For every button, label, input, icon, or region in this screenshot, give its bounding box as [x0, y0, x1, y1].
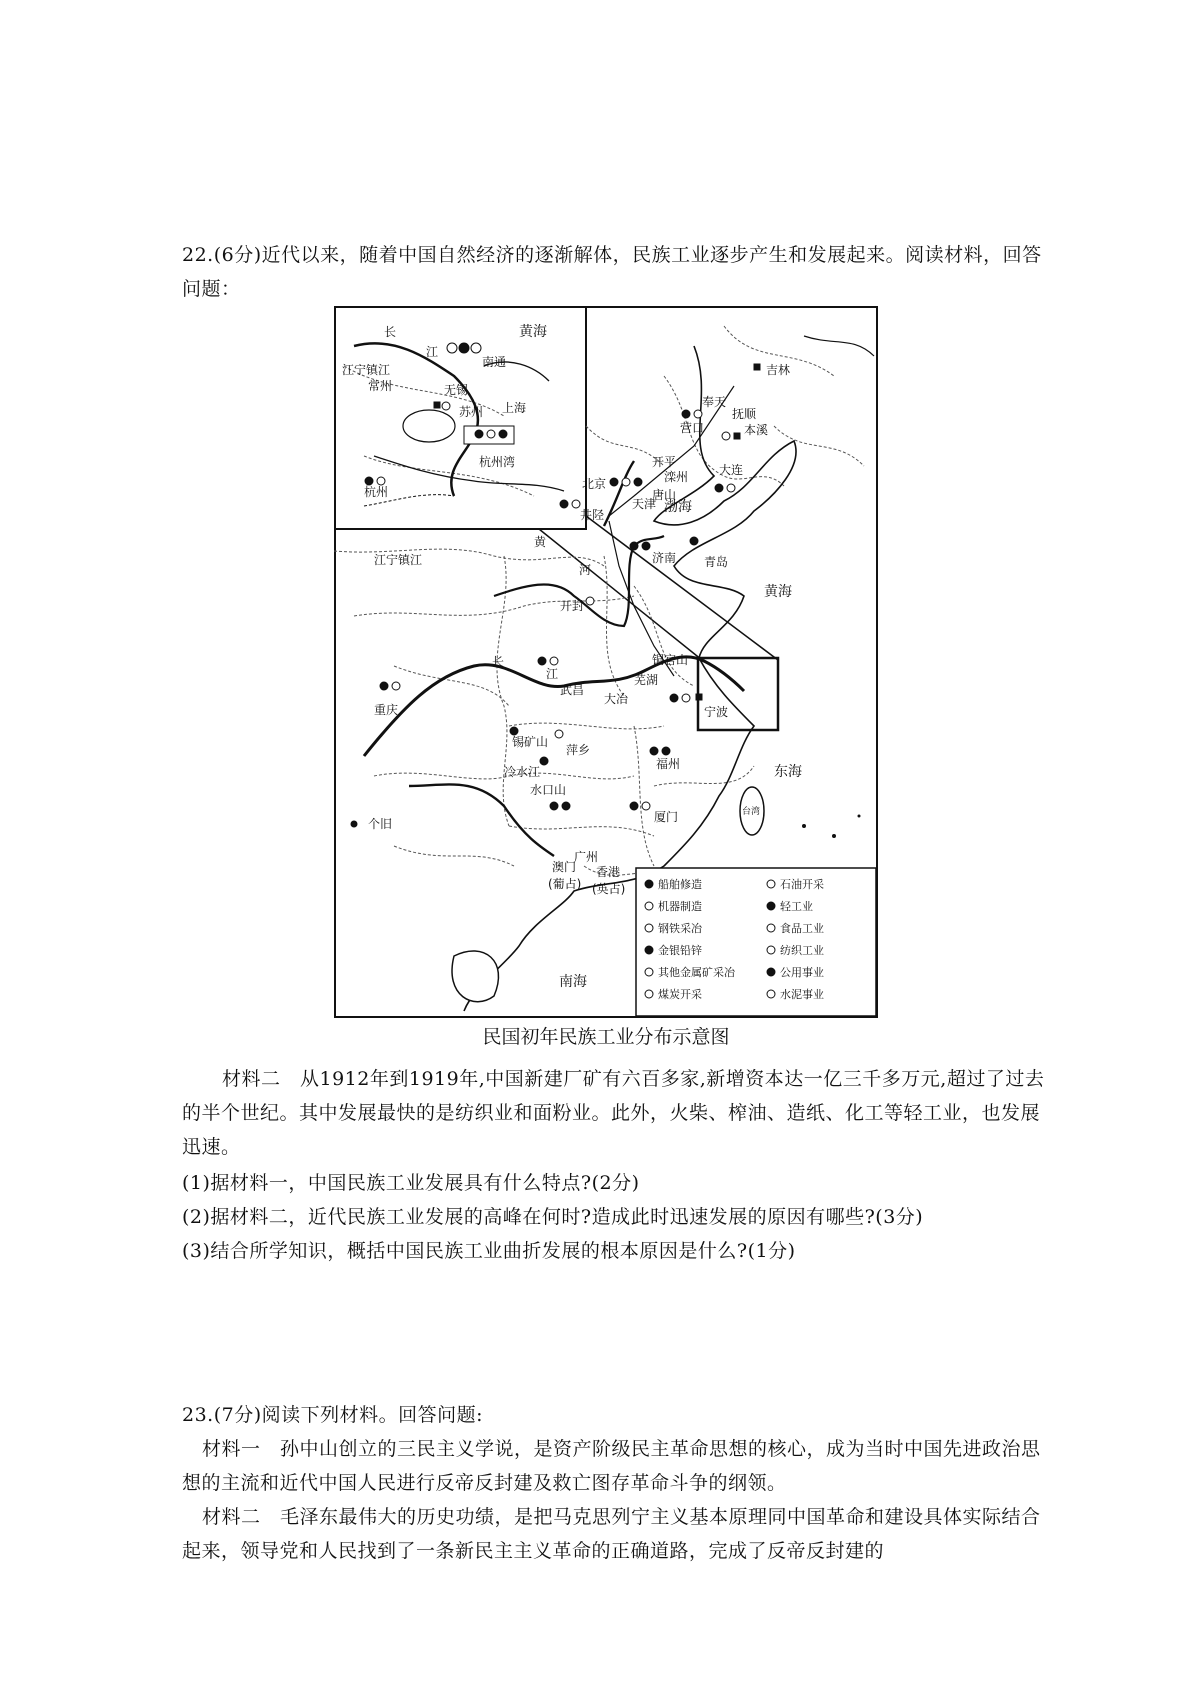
place-label: 天津	[632, 497, 657, 511]
cement-icon	[767, 990, 775, 998]
place-label: (葡占)	[548, 877, 582, 891]
place-label: (英占)	[592, 882, 626, 896]
other-metal-icon	[645, 968, 653, 976]
q23-material-1: 材料一 孙中山创立的三民主义学说，是资产阶级民主革命思想的核心，成为当时中国先进政治思想的主流和近代中国人民进行反帝反封建及救亡图存革命斗争的纲领。	[182, 1438, 1041, 1494]
legend-label: 机器制造	[658, 900, 702, 913]
place-label: 福州	[656, 757, 681, 771]
place-label: 河	[579, 563, 592, 577]
place-label: 宁波	[704, 705, 729, 719]
place-label: 重庆	[374, 703, 399, 717]
place-label: 营口	[680, 421, 705, 435]
question-list	[182, 1166, 1052, 1268]
place-label: 江宁镇江	[374, 553, 423, 567]
place-label: 香港	[596, 865, 621, 879]
place-label: 杭州湾	[479, 455, 516, 469]
legend-label: 船舶修造	[658, 878, 702, 891]
legend-label: 金银铅锌	[658, 944, 702, 957]
place-label: 水口山	[530, 783, 567, 797]
legend-label: 钢铁采冶	[658, 922, 702, 935]
map-caption: 民国初年民族工业分布示意图	[482, 1026, 730, 1048]
place-label: 锡矿山	[512, 735, 549, 749]
sea-label: 黄海	[764, 584, 792, 600]
sea-label: 渤海	[664, 499, 692, 515]
utility-icon	[767, 968, 775, 976]
question-3: (3)结合所学知识，概括中国民族工业曲折发展的根本原因是什么?(1分)	[182, 1240, 796, 1262]
place-label: 澳门	[552, 860, 577, 874]
legend-label: 公用事业	[780, 966, 824, 979]
sea-label: 东海	[774, 764, 802, 780]
q23-material-2: 材料二 毛泽东最伟大的历史功绩，是把马克思列宁主义基本原理同中国革命和建设具体实际结合起来，领导党和人民找到了一条新民主主义革命的正确道路，完成了反帝反封建的	[182, 1506, 1041, 1562]
light-industry-icon	[767, 902, 775, 910]
industry-distribution-map	[334, 306, 878, 1018]
metal-icon	[645, 946, 653, 954]
legend-label: 其他金属矿采冶	[658, 966, 735, 979]
question-23-block	[182, 1398, 1052, 1568]
place-label: 抚顺	[732, 407, 757, 421]
question-2: (2)据材料二，近代民族工业发展的高峰在何时?造成此时迅速发展的原因有哪些?(3分)	[182, 1206, 924, 1228]
place-label: 江	[546, 667, 559, 681]
food-icon	[767, 924, 775, 932]
place-label: 黄	[534, 535, 547, 549]
place-label: 长	[492, 655, 505, 669]
place-label: 大连	[719, 463, 744, 477]
legend-label: 食品工业	[780, 922, 824, 935]
place-label: 武昌	[560, 683, 585, 697]
place-label: 南通	[482, 355, 507, 369]
place-label: 广州	[574, 850, 599, 864]
legend-label: 轻工业	[780, 900, 813, 913]
machine-icon	[645, 902, 653, 910]
place-label: 奉天	[702, 395, 727, 409]
oil-icon	[767, 880, 775, 888]
place-label: 芜湖	[634, 673, 659, 687]
place-label: 冷水江	[504, 765, 541, 779]
place-label: 常州	[368, 379, 393, 393]
place-label: 滦州	[664, 470, 689, 484]
question-23-stem: 23.(7分)阅读下列材料。回答问题:	[182, 1404, 484, 1426]
place-label: 唐山	[652, 488, 677, 502]
place-label: 台湾	[742, 807, 761, 817]
legend-label: 石油开采	[780, 878, 824, 891]
place-label: 青岛	[704, 555, 729, 569]
place-label: 济南	[652, 551, 677, 565]
textile-icon	[767, 946, 775, 954]
legend-label: 纺织工业	[780, 944, 824, 957]
material-2-text: 材料二 从1912年到1919年,中国新建厂矿有六百多家,新增资本达一亿三千多万元,超过了过去的半个世纪。其中发展最快的是纺织业和面粉业。此外，火柴、榨油、造纸、化工等轻工业，也发展迅速。	[182, 1068, 1045, 1158]
place-label: 杭州	[364, 485, 389, 499]
place-label: 江宁镇江	[342, 363, 391, 377]
coal-icon	[645, 990, 653, 998]
question-22-stem: 22.(6分)近代以来，随着中国自然经济的逐渐解体，民族工业逐步产生和发展起来。阅读材料，回答问题：	[182, 244, 1042, 300]
sea-label: 黄海	[519, 324, 547, 340]
place-label: 萍乡	[566, 743, 591, 757]
place-label: 本溪	[744, 423, 769, 437]
place-label: 个旧	[368, 817, 393, 831]
place-label: 开封	[560, 599, 585, 613]
place-label: 井陉	[580, 508, 605, 522]
question-1: (1)据材料一，中国民族工业发展具有什么特点?(2分)	[182, 1172, 640, 1194]
sea-label: 南海	[559, 974, 587, 990]
place-label: 上海	[502, 401, 527, 415]
steel-icon	[645, 924, 653, 932]
place-label: 铜官山	[652, 653, 689, 667]
hainan-island	[452, 951, 498, 1002]
place-label: 北京	[582, 477, 607, 491]
place-label: 苏州	[459, 405, 484, 419]
place-label: 无锡	[444, 383, 469, 397]
legend-label: 煤炭开采	[658, 988, 702, 1001]
place-label: 江	[426, 345, 439, 359]
place-label: 大冶	[604, 692, 629, 706]
place-label: 开平	[652, 455, 677, 469]
ship-icon	[645, 880, 653, 888]
place-label: 吉林	[766, 363, 791, 377]
place-label: 长	[384, 325, 397, 339]
place-label: 厦门	[654, 810, 679, 824]
legend-label: 水泥事业	[780, 988, 824, 1001]
